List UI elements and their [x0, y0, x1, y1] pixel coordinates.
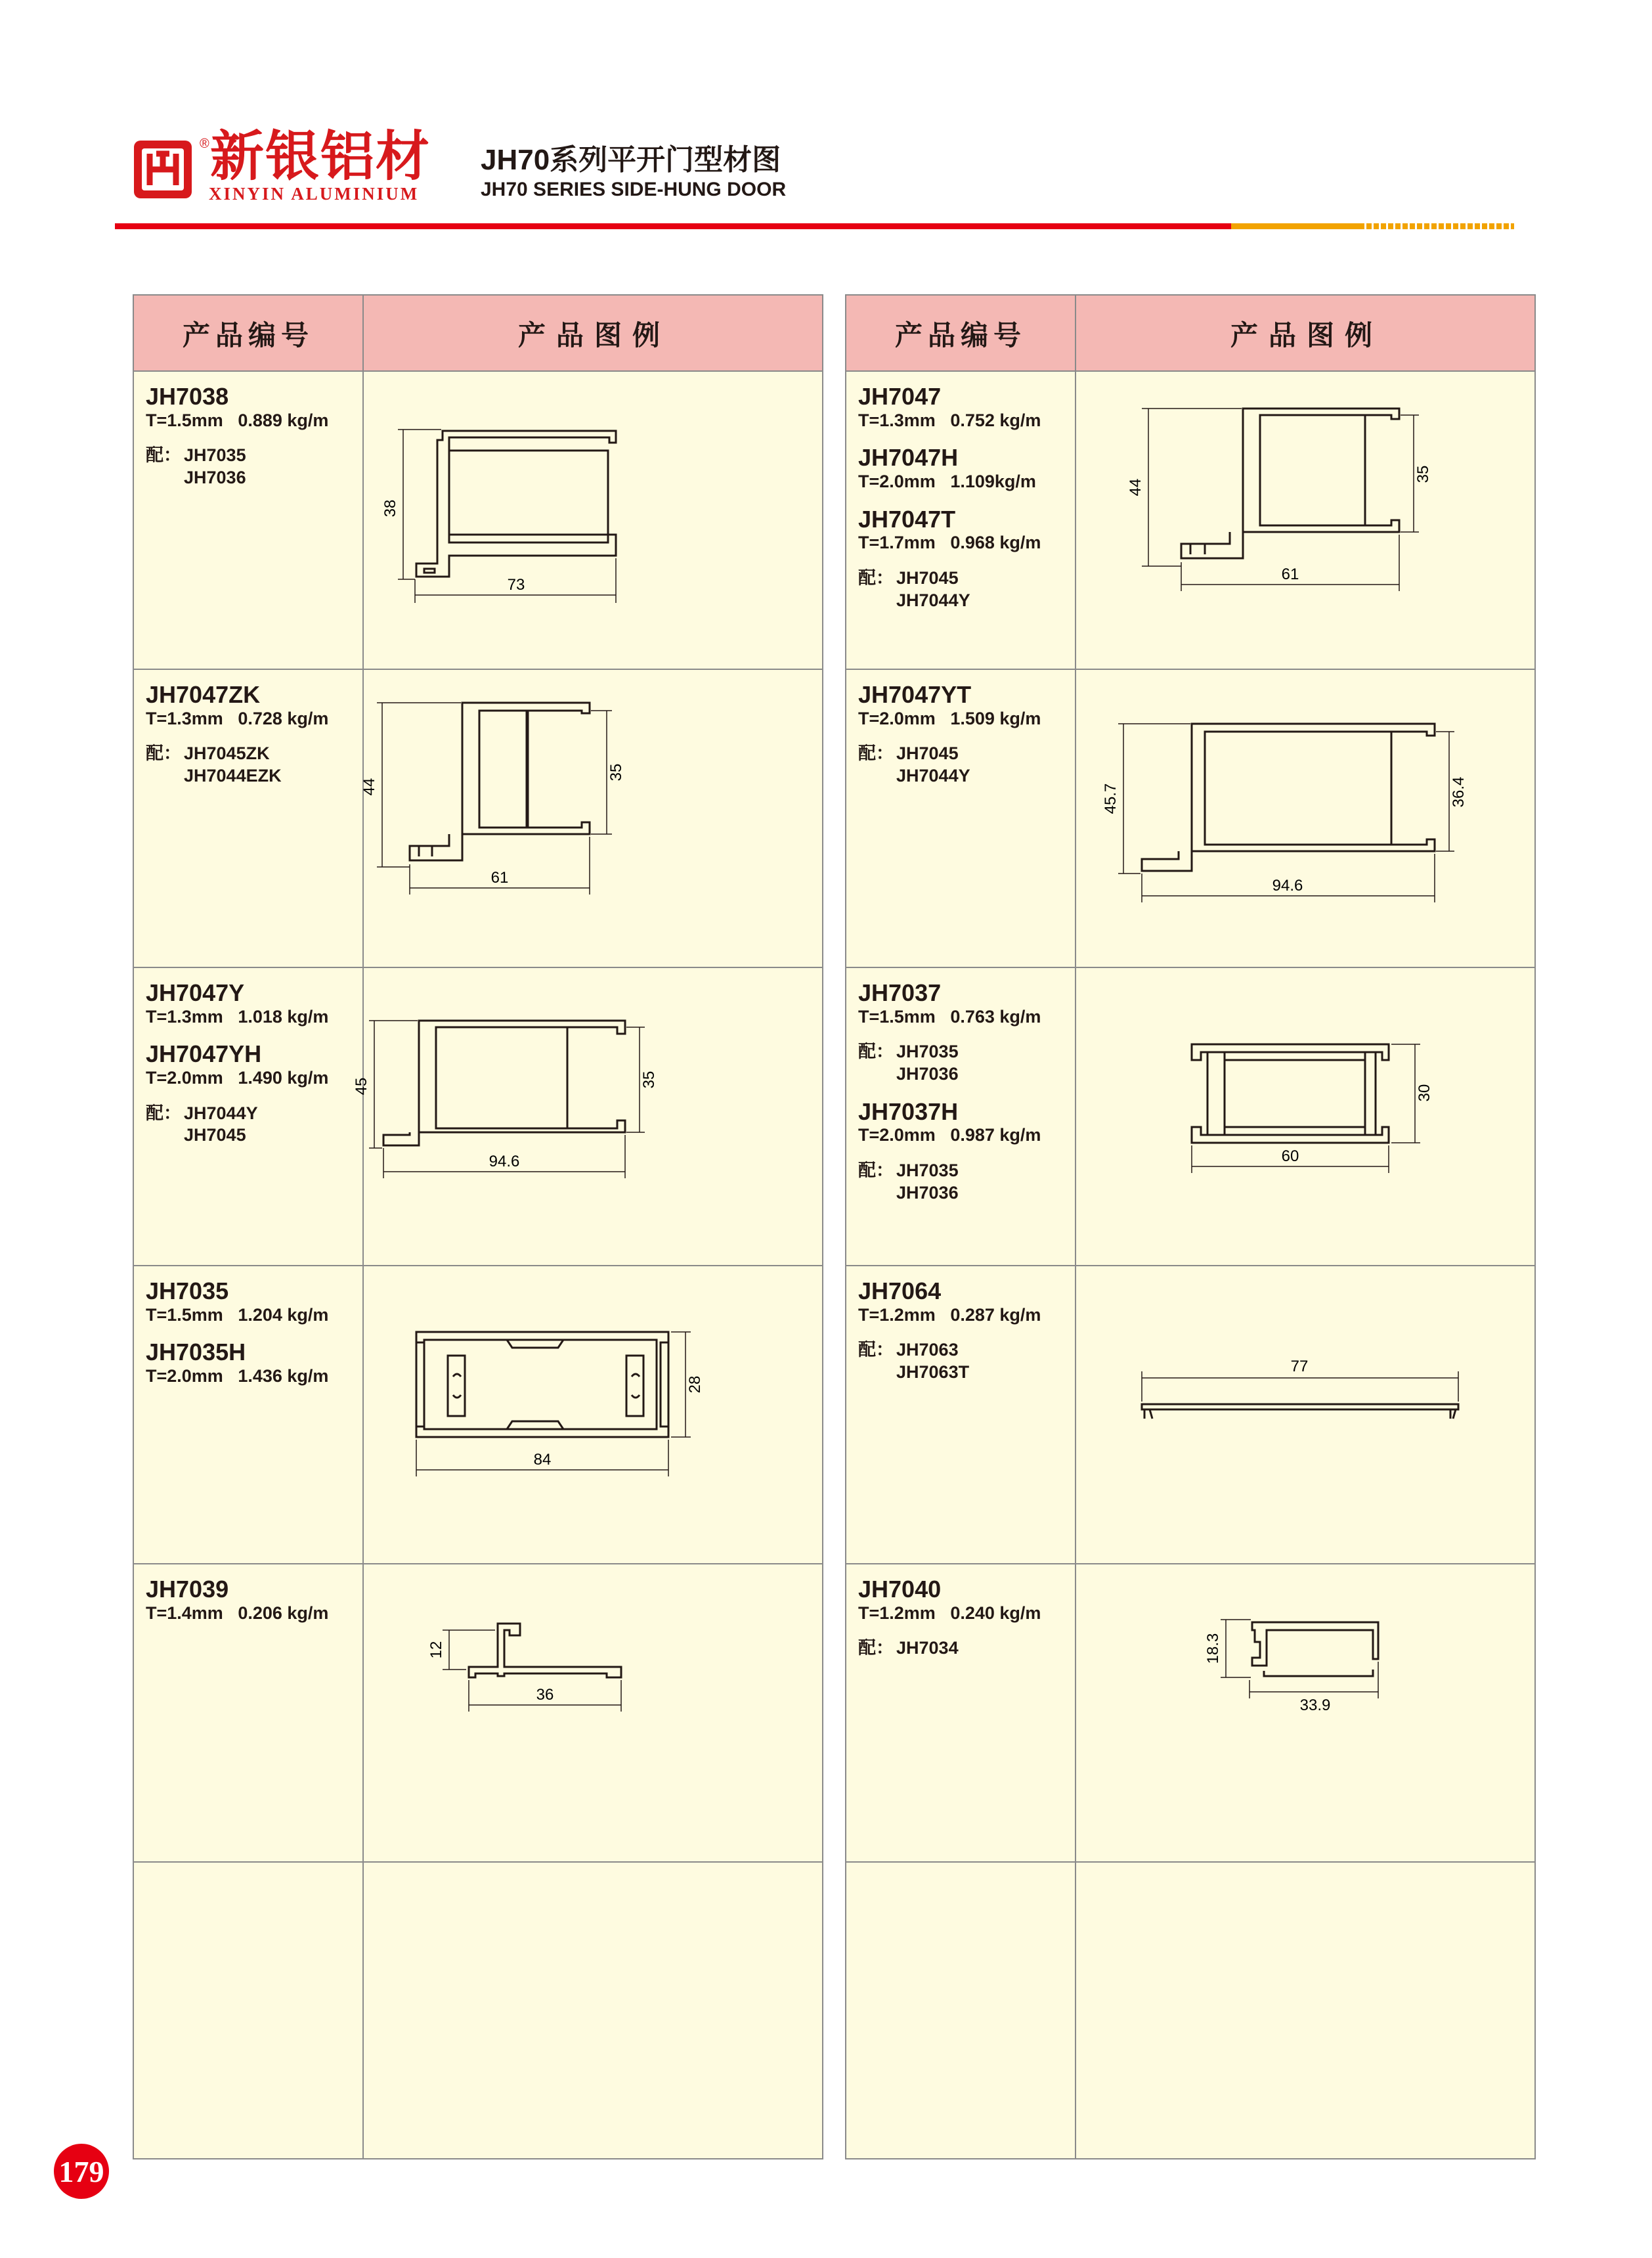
product-info [146, 1576, 359, 1624]
product-spec: T=2.0mm 1.436 kg/m [146, 1365, 329, 1386]
matching-part: JH7036 [896, 1064, 959, 1084]
product-code: JH7038 [146, 383, 229, 410]
table-row [846, 968, 1534, 1266]
dimension-height: 18.3 [1204, 1633, 1222, 1664]
column-header-code: 产品编号 [894, 320, 1026, 351]
dimension-width: 94.6 [489, 1153, 520, 1170]
table-row [846, 372, 1534, 670]
profile-drawing-jh7038 [364, 372, 825, 669]
xinyin-logo-icon [131, 138, 194, 201]
table-row [134, 968, 822, 1266]
matching-part: JH7036 [896, 1182, 959, 1203]
product-code: JH7047H [858, 444, 959, 472]
product-spec: T=1.5mm 0.889 kg/m [146, 410, 329, 430]
product-spec: T=1.4mm 0.206 kg/m [146, 1603, 329, 1623]
product-spec: T=1.2mm 0.240 kg/m [858, 1603, 1041, 1623]
table-row [134, 670, 822, 968]
profile-drawing-jh7037 [1076, 968, 1537, 1265]
matching-parts: 配： JH7045 JH7044Y [858, 743, 1072, 787]
dimension-height: 38 [381, 499, 399, 518]
product-spec: T=1.3mm 0.728 kg/m [146, 708, 329, 728]
matching-part: JH7035 [896, 1161, 959, 1181]
profile-drawing-jh7047zk [360, 670, 825, 967]
product-code: JH7064 [858, 1277, 942, 1304]
product-code: JH7040 [858, 1576, 942, 1603]
table-row-empty [134, 1863, 822, 2161]
dimension-height: 12 [427, 1641, 445, 1659]
matching-parts: 配： JH7045ZK JH7044EZK [146, 743, 359, 787]
page-number: 179 [54, 2144, 109, 2199]
matching-part: JH7045 [896, 568, 959, 588]
dimension-height: 44 [360, 778, 378, 796]
table-row-empty [846, 1863, 1534, 2161]
matching-part: JH7044Y [184, 1103, 258, 1123]
product-spec: T=1.5mm 0.763 kg/m [858, 1006, 1041, 1027]
product-code: JH7037H [858, 1097, 959, 1125]
dimension-height: 30 [1416, 1084, 1433, 1102]
product-info [858, 682, 1072, 787]
dimension-inner-height: 35 [1414, 465, 1432, 483]
table-row [134, 1564, 822, 1863]
matching-part: JH7045 [896, 743, 959, 764]
matching-part: JH7044EZK [184, 766, 282, 786]
table-header [134, 296, 822, 372]
matching-part: JH7044Y [896, 590, 970, 610]
matching-parts: 配： JH7035 JH7036 [858, 1160, 1072, 1205]
product-spec: T=1.2mm 0.287 kg/m [858, 1304, 1041, 1325]
product-spec: T=1.5mm 1.204 kg/m [146, 1304, 329, 1325]
table-row [846, 670, 1534, 968]
product-spec: T=2.0mm 1.509 kg/m [858, 708, 1041, 728]
product-code: JH7035H [146, 1339, 246, 1366]
product-info [858, 384, 1072, 612]
column-header-image: 产品图例 [1075, 296, 1537, 372]
product-spec: T=2.0mm 1.109kg/m [858, 471, 1036, 491]
matching-part: JH7063T [896, 1362, 970, 1383]
dimension-inner-height: 35 [640, 1071, 658, 1089]
table-row [846, 1266, 1534, 1564]
matching-part: JH7045 [184, 1125, 246, 1145]
matching-part: JH7036 [184, 468, 246, 488]
dimension-width: 61 [490, 869, 509, 887]
product-code: JH7047YT [858, 681, 972, 708]
matching-part: JH7045ZK [184, 743, 270, 764]
table-row [846, 1564, 1534, 1863]
dimension-width: 36 [536, 1686, 554, 1704]
product-info [146, 980, 359, 1147]
dimension-width: 73 [507, 576, 525, 594]
product-code: JH7037 [858, 979, 942, 1006]
product-spec: T=2.0mm 0.987 kg/m [858, 1125, 1041, 1145]
header-rule-dashed [1359, 223, 1514, 229]
product-code: JH7047YH [146, 1040, 262, 1068]
matching-parts: 配： JH7045 JH7044Y [858, 567, 1072, 612]
profile-drawing-jh7047yt [1076, 670, 1537, 967]
profile-table-right [845, 294, 1536, 2159]
product-code: JH7047Y [146, 979, 245, 1006]
dimension-inner-height: 36.4 [1450, 776, 1467, 808]
product-spec: T=1.3mm 1.018 kg/m [146, 1006, 329, 1027]
brand-name-cn: 新银铝材 [210, 127, 431, 187]
profile-table-left [133, 294, 823, 2159]
header-rule-gold [1231, 223, 1359, 229]
column-header-image: 产品图例 [362, 296, 825, 372]
profile-drawing-jh7035 [364, 1266, 825, 1563]
header-rule-red [115, 223, 1231, 229]
dimension-width: 84 [533, 1451, 552, 1469]
product-code: JH7035 [146, 1277, 229, 1304]
matching-part: JH7035 [184, 445, 246, 466]
dimension-width: 94.6 [1272, 877, 1303, 895]
dimension-width: 77 [1290, 1358, 1309, 1375]
product-spec: T=1.7mm 0.968 kg/m [858, 533, 1041, 553]
dimension-height: 44 [1127, 478, 1144, 497]
profile-drawing-jh7040 [1076, 1564, 1537, 1861]
dimension-height: 45.7 [1102, 783, 1119, 814]
matching-parts: 配： JH7063 JH7063T [858, 1339, 1072, 1384]
matching-parts: 配： JH7035 JH7036 [146, 445, 359, 489]
brand-name-en: XINYIN ALUMINIUM [209, 184, 420, 204]
table-header [846, 296, 1534, 372]
matching-part: JH7063 [896, 1340, 959, 1360]
matching-parts: 配： JH7044Y JH7045 [146, 1103, 359, 1147]
product-info [858, 1278, 1072, 1384]
product-spec: T=1.3mm 0.752 kg/m [858, 410, 1041, 430]
product-code: JH7047T [858, 505, 956, 533]
matching-part: JH7035 [896, 1042, 959, 1062]
product-info [146, 682, 359, 787]
product-info [858, 980, 1072, 1205]
column-header-code: 产品编号 [182, 320, 314, 351]
product-info [146, 384, 359, 489]
product-info [146, 1278, 359, 1388]
product-spec: T=2.0mm 1.490 kg/m [146, 1067, 329, 1088]
matching-part: JH7034 [896, 1638, 959, 1658]
dimension-height: 28 [686, 1375, 704, 1394]
matching-parts: 配： JH7035 JH7036 [858, 1041, 1072, 1086]
matching-part: JH7044Y [896, 766, 970, 786]
dimension-width: 61 [1281, 565, 1299, 583]
product-code: JH7047ZK [146, 681, 261, 708]
product-code: JH7047 [858, 383, 942, 410]
profile-drawing-jh7039 [364, 1564, 825, 1861]
dimension-width: 33.9 [1299, 1696, 1331, 1714]
registered-mark: ® [200, 137, 209, 151]
profile-drawing-jh7047 [1076, 372, 1537, 669]
profile-drawing-jh7064 [1076, 1266, 1537, 1563]
matching-parts: 配： JH7034 [858, 1637, 1072, 1660]
page-title-en: JH70 SERIES SIDE-HUNG DOOR [481, 179, 787, 200]
table-row [134, 372, 822, 670]
product-code: JH7039 [146, 1576, 229, 1603]
table-row [134, 1266, 822, 1564]
dimension-height: 45 [353, 1077, 370, 1096]
page-title-cn: JH70系列平开门型材图 [481, 144, 781, 176]
profile-drawing-jh7047y [353, 968, 825, 1265]
dimension-inner-height: 35 [607, 763, 625, 782]
dimension-width: 60 [1281, 1147, 1299, 1165]
product-info [858, 1576, 1072, 1660]
